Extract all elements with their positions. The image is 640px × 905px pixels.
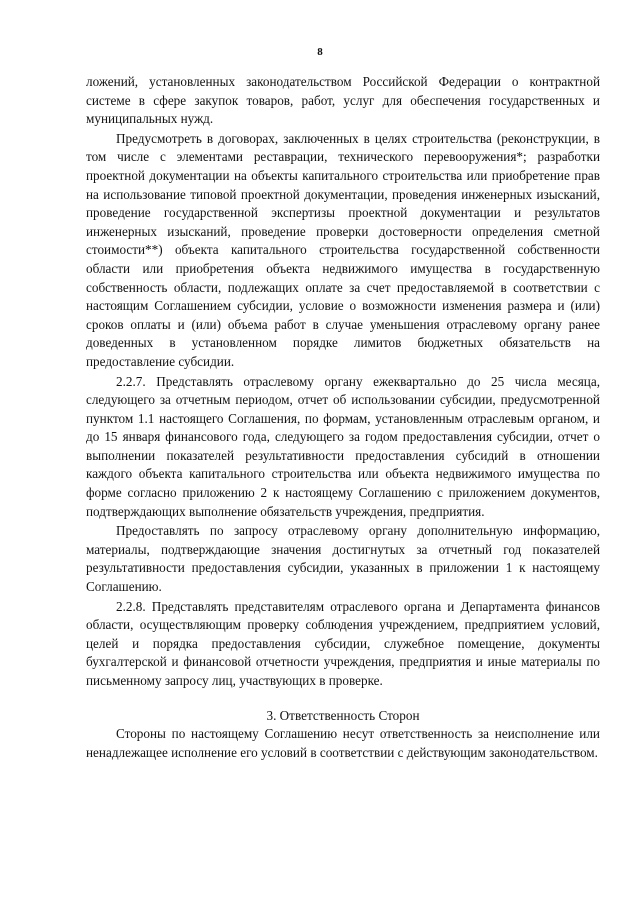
paragraph-additional-info: Предоставлять по запросу отраслевому органу дополнительную информацию, материалы, подтверждающие значения достигнутых за отчетный год показателей результативности предоставления субсидии, указанных в приложении 1 к настоящему Соглашению.	[86, 523, 600, 595]
paragraph-contracts-condition: Предусмотреть в договорах, заключенных в целях строительства (реконструкции, в том числе с элементами реставрации, технического перевооружения*; разработки проектной документации на объекты капитального строительства или приобретение прав на использование типовой проектной документации, проведения инженерных изысканий, проведение государственной экспертизы проектной документации и результатов инженерных изысканий, проведение проверки достоверности определения сметной стоимости**) объекта капитального строительства государственной собственности области или приобретения объекта недвижимого имущества в государственную собственность области, подлежащих оплате за счет предоставляемой в соответствии с настоящим Соглашением субсидии, условие о возможности изменения размера и (или) сроков оплаты и (или) объема работ в случае уменьшения отраслевому органу ранее доведенных в установленном порядке лимитов бюджетных обязательств на предоставление субсидии.	[86, 130, 600, 369]
paragraph-2-2-7: 2.2.7. Представлять отраслевому органу ежеквартально до 25 числа месяца, следующего за отчетным периодом, отчет об использовании субсидии, предусмотренной пунктом 1.1 настоящего Соглашения, по формам, установленным отраслевым органом, и до 15 января финансового года, следующего за годом предоставления субсидии, отчет о выполнении показателей результативности предоставления субсидий в отношении каждого объекта капитального строительства или объекта недвижимого имущества по форме согласно приложению 2 к настоящему Соглашению с приложением документов, подтверждающих выполнение обязательств учреждения, предприятия.	[86, 373, 600, 519]
document-body	[86, 73, 600, 763]
page-number: 8	[317, 46, 323, 58]
paragraph-continuation: ложений, установленных законодательством Российской Федерации о контрактной системе в сфере закупок товаров, работ, услуг для обеспечения государственных и муниципальных нужд.	[86, 74, 600, 127]
paragraph-2-2-8: 2.2.8. Представлять представителям отраслевого органа и Департамента финансов области, осуществляющим проверку соблюдения учреждением, предприятием условий, целей и порядка предоставления субсидии, служебное помещение, документы бухгалтерской и финансовой отчетности учреждения, предприятия и иные материалы по письменному запросу лиц, участвующих в проверке.	[86, 598, 600, 688]
section-title: 3. Ответственность Сторон	[266, 707, 420, 723]
section-paragraph: Стороны по настоящему Соглашению несут ответственность за неисполнение или ненадлежащее исполнение его условий в соответствии с действующим законодательством.	[86, 726, 600, 760]
